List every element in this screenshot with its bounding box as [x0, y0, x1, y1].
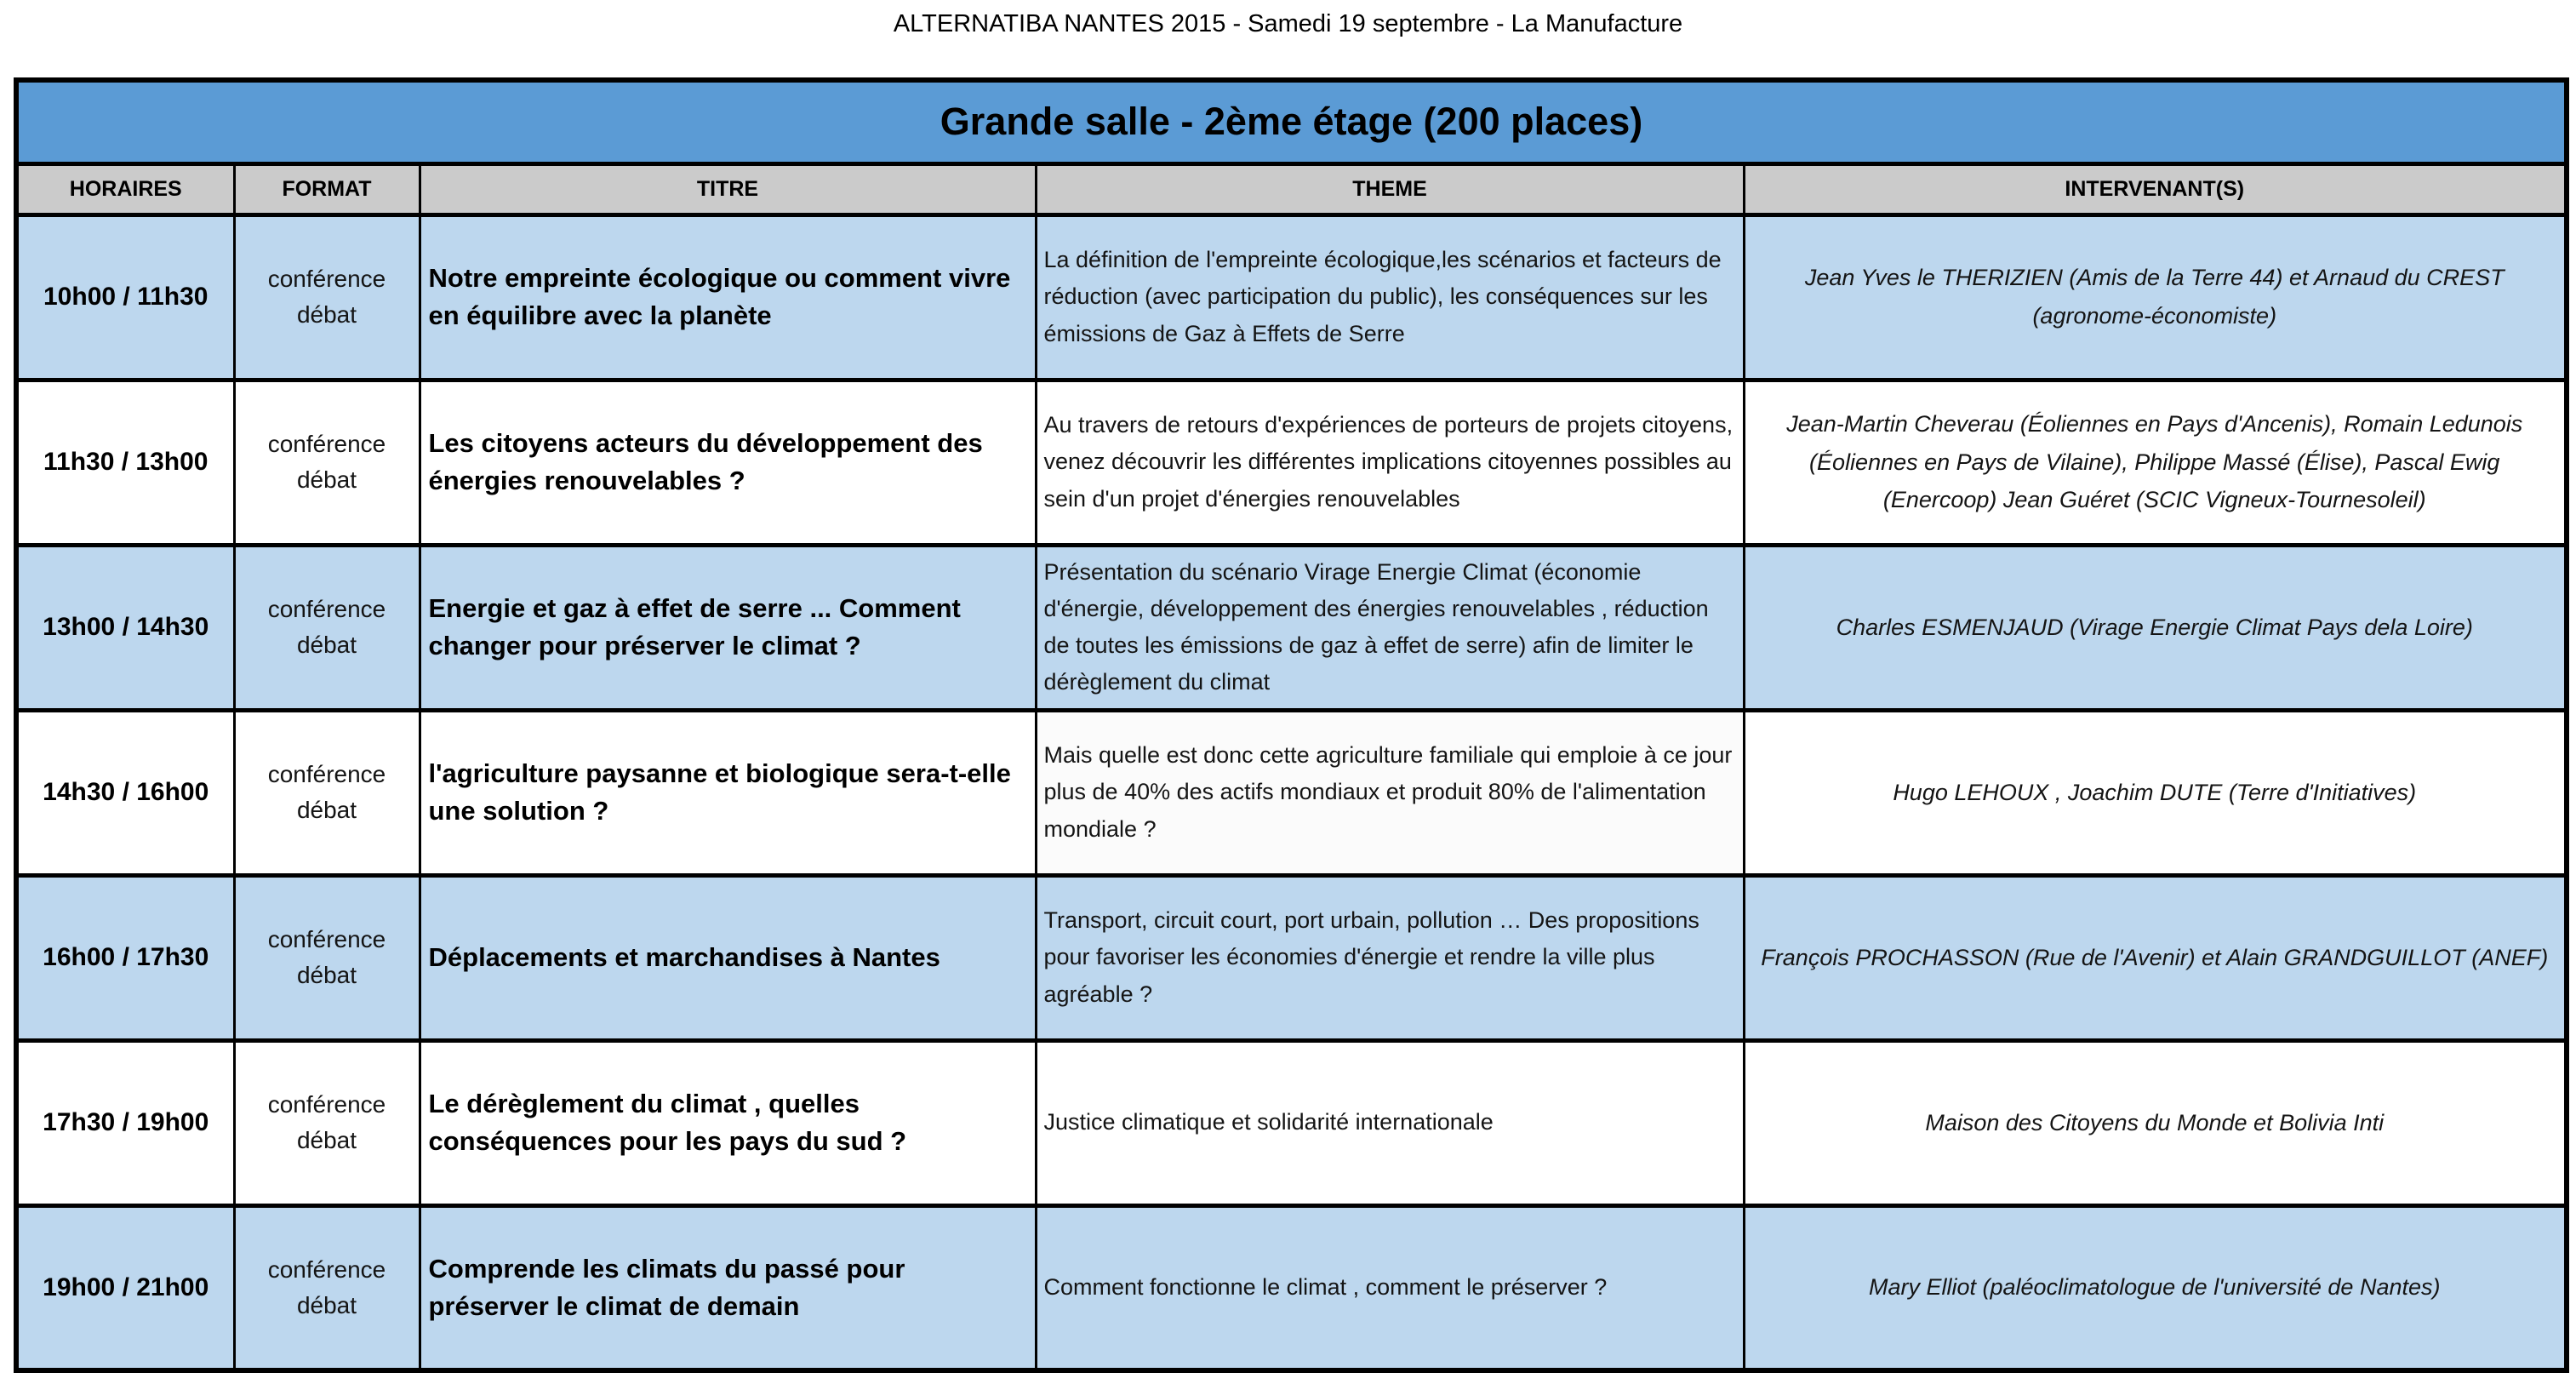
cell-titre: Energie et gaz à effet de serre ... Comment changer pour préserver le climat ? — [420, 545, 1036, 710]
col-header-intervenants: INTERVENANT(S) — [1744, 163, 2567, 214]
table-row — [16, 875, 2567, 1040]
cell-horaires: 17h30 / 19h00 — [16, 1040, 234, 1205]
room-banner-title: Grande salle - 2ème étage (200 places) — [16, 80, 2567, 163]
col-header-titre: TITRE — [420, 163, 1036, 214]
cell-titre: Déplacements et marchandises à Nantes — [420, 875, 1036, 1040]
cell-format: conférence débat — [234, 1040, 420, 1205]
table-row — [16, 710, 2567, 875]
cell-format: conférence débat — [234, 214, 420, 380]
cell-theme: Comment fonctionne le climat , comment le préserver ? — [1036, 1205, 1744, 1370]
col-header-horaires: HORAIRES — [16, 163, 234, 214]
cell-intervenants: Mary Elliot (paléoclimatologue de l'université de Nantes) — [1744, 1205, 2567, 1370]
cell-intervenants: Jean Yves le THERIZIEN (Amis de la Terre 44) et Arnaud du CREST (agronome-économiste) — [1744, 214, 2567, 380]
cell-format: conférence débat — [234, 380, 420, 545]
cell-theme: Au travers de retours d'expériences de porteurs de projets citoyens, venez découvrir les différentes implications citoyennes possibles au sein d'un projet d'énergies renouvelables — [1036, 380, 1744, 545]
table-row — [16, 545, 2567, 710]
cell-theme: Mais quelle est donc cette agriculture familiale qui emploie à ce jour plus de 40% des actifs mondiaux et produit 80% de l'alimentation mondiale ? — [1036, 710, 1744, 875]
cell-titre: l'agriculture paysanne et biologique sera-t-elle une solution ? — [420, 710, 1036, 875]
schedule-table — [14, 77, 2569, 1373]
cell-titre: Le dérèglement du climat , quelles conséquences pour les pays du sud ? — [420, 1040, 1036, 1205]
table-row — [16, 1205, 2567, 1370]
cell-titre: Comprende les climats du passé pour préserver le climat de demain — [420, 1205, 1036, 1370]
table-row — [16, 214, 2567, 380]
table-row — [16, 380, 2567, 545]
cell-theme: Justice climatique et solidarité internationale — [1036, 1040, 1744, 1205]
cell-horaires: 10h00 / 11h30 — [16, 214, 234, 380]
cell-format: conférence débat — [234, 1205, 420, 1370]
col-header-theme: THEME — [1036, 163, 1744, 214]
table-row — [16, 1040, 2567, 1205]
cell-theme: Transport, circuit court, port urbain, pollution … Des propositions pour favoriser les économies d'énergie et rendre la ville plus agréable ? — [1036, 875, 1744, 1040]
cell-horaires: 13h00 / 14h30 — [16, 545, 234, 710]
cell-intervenants: Jean-Martin Cheverau (Éoliennes en Pays d'Ancenis), Romain Ledunois (Éoliennes en Pays de Vilaine), Philippe Massé (Élise), Pascal Ewig (Enercoop) Jean Guéret (SCIC Vigneux-Tournesoleil) — [1744, 380, 2567, 545]
cell-theme: Présentation du scénario Virage Energie Climat (économie d'énergie, développement des énergies renouvelables , réduction de toutes les émissions de gaz à effet de serre) afin de limiter le dérèglement du climat — [1036, 545, 1744, 710]
room-banner-row — [16, 80, 2567, 163]
column-header-row — [16, 163, 2567, 214]
cell-horaires: 16h00 / 17h30 — [16, 875, 234, 1040]
cell-intervenants: Maison des Citoyens du Monde et Bolivia Inti — [1744, 1040, 2567, 1205]
cell-intervenants: Charles ESMENJAUD (Virage Energie Climat Pays dela Loire) — [1744, 545, 2567, 710]
cell-format: conférence débat — [234, 710, 420, 875]
cell-titre: Les citoyens acteurs du développement des énergies renouvelables ? — [420, 380, 1036, 545]
cell-horaires: 11h30 / 13h00 — [16, 380, 234, 545]
col-header-format: FORMAT — [234, 163, 420, 214]
cell-theme: La définition de l'empreinte écologique,les scénarios et facteurs de réduction (avec participation du public), les conséquences sur les émissions de Gaz à Effets de Serre — [1036, 214, 1744, 380]
page-title: ALTERNATIBA NANTES 2015 - Samedi 19 septembre - La Manufacture — [893, 10, 1683, 37]
cell-format: conférence débat — [234, 545, 420, 710]
cell-horaires: 19h00 / 21h00 — [16, 1205, 234, 1370]
cell-intervenants: François PROCHASSON (Rue de l'Avenir) et Alain GRANDGUILLOT (ANEF) — [1744, 875, 2567, 1040]
cell-horaires: 14h30 / 16h00 — [16, 710, 234, 875]
cell-intervenants: Hugo LEHOUX , Joachim DUTE (Terre d'Initiatives) — [1744, 710, 2567, 875]
cell-format: conférence débat — [234, 875, 420, 1040]
cell-titre: Notre empreinte écologique ou comment vivre en équilibre avec la planète — [420, 214, 1036, 380]
